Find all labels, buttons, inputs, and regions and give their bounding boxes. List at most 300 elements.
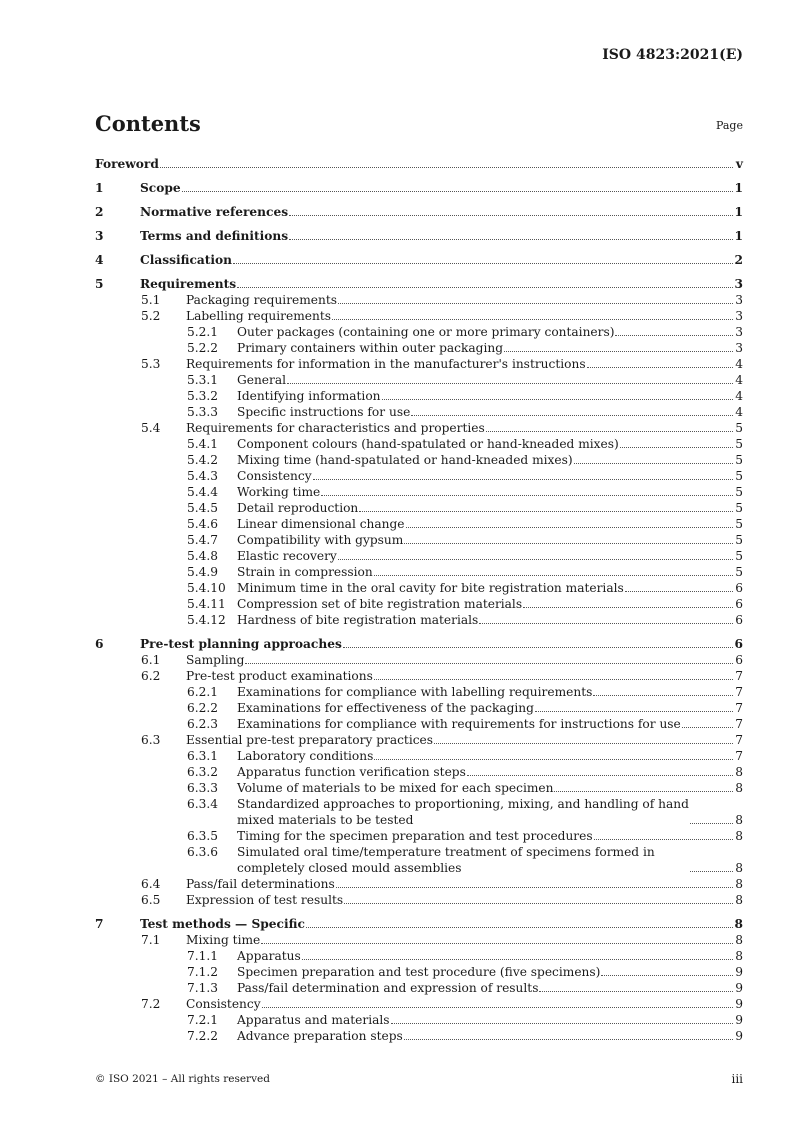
- toc-entry[interactable]: [95, 796, 743, 828]
- toc-entry-title: Timing for the specimen preparation and test procedures: [237, 829, 593, 843]
- toc-entry[interactable]: [95, 500, 743, 516]
- toc-entry-body: [237, 948, 743, 964]
- toc-entry-body: [140, 228, 743, 244]
- toc-entry-number: 2: [95, 205, 104, 219]
- dot-leader: [233, 262, 733, 264]
- copyright-notice: © ISO 2021 – All rights reserved: [95, 1073, 270, 1085]
- toc-entry-title: Hardness of bite registration materials: [237, 613, 479, 627]
- toc-entry-title: Expression of test results: [186, 893, 344, 907]
- toc-entry-page: 9: [735, 997, 743, 1011]
- toc-entry-number: 7: [95, 917, 104, 931]
- toc-entry-number: 5.4.1: [187, 437, 219, 451]
- toc-entry-body: [237, 388, 743, 404]
- toc-entry-body: [186, 668, 743, 684]
- toc-entry-title: Simulated oral time/temperature treatment of specimens formed in completely closed mould assemblies: [237, 845, 655, 875]
- toc-entry-body: [186, 652, 743, 668]
- toc-entry-body: [186, 892, 743, 908]
- toc-entry-page: 5: [735, 565, 743, 579]
- toc-entry-number: 5.3.2: [187, 389, 219, 403]
- toc-entry-number: 7.2.2: [187, 1029, 219, 1043]
- dot-leader: [411, 414, 733, 416]
- section-gap: [95, 268, 743, 276]
- toc-entry-number: 5.2: [141, 309, 161, 323]
- dot-leader: [486, 430, 733, 432]
- toc-entry-number: 5.4.2: [187, 453, 219, 467]
- dot-leader: [343, 646, 733, 648]
- toc-entry-body: [237, 452, 743, 468]
- toc-entry-body: [237, 716, 743, 732]
- toc-entry[interactable]: [95, 436, 743, 452]
- toc-entry-body: [237, 484, 743, 500]
- toc-entry-number: 5.4.7: [187, 533, 219, 547]
- toc-entry-body: [237, 580, 743, 596]
- toc-entry-title: Pass/fail determination and expression of results: [237, 981, 539, 995]
- toc-entry[interactable]: [95, 324, 743, 340]
- toc-entry-page: 9: [735, 1013, 743, 1027]
- toc-entry-title: Consistency: [237, 469, 312, 483]
- toc-entry-number: 5.4.4: [187, 485, 219, 499]
- toc-entry-page: 8: [734, 917, 743, 931]
- toc-entry-number: 6.4: [141, 877, 161, 891]
- toc-entry-page: 6: [735, 653, 743, 667]
- dot-leader: [479, 622, 733, 624]
- toc-entry[interactable]: [95, 420, 743, 436]
- toc-entry-number: 5.2.2: [187, 341, 219, 355]
- toc-entry-title: Mixing time: [186, 933, 261, 947]
- toc-entry-page: 9: [735, 981, 743, 995]
- toc-entry[interactable]: [95, 612, 743, 628]
- toc-entry[interactable]: [95, 780, 743, 796]
- toc-entry-title: Outer packages (containing one or more primary containers): [237, 325, 615, 339]
- toc-entry-title: Laboratory conditions: [237, 749, 374, 763]
- toc-entry[interactable]: [95, 844, 743, 876]
- page-number: iii: [731, 1072, 743, 1086]
- section-gap: [95, 196, 743, 204]
- dot-leader: [359, 510, 733, 512]
- toc-entry-page: 5: [735, 421, 743, 435]
- dot-leader: [245, 662, 733, 664]
- toc-entry-page: 6: [734, 637, 743, 651]
- toc-entry-number: 5.4.6: [187, 517, 219, 531]
- toc-entry-number: 6.3.6: [187, 845, 219, 859]
- toc-entry-number: 5.3.3: [187, 405, 219, 419]
- dot-leader: [313, 478, 733, 480]
- toc-entry[interactable]: [95, 452, 743, 468]
- toc-entry[interactable]: [95, 308, 743, 324]
- toc-entry[interactable]: [95, 964, 743, 980]
- toc-entry-title: Advance preparation steps: [237, 1029, 403, 1043]
- table-of-contents: [95, 156, 743, 1044]
- toc-entry-number: 5.2.1: [187, 325, 219, 339]
- toc-entry-body: [237, 844, 743, 876]
- toc-entry-body: [186, 932, 743, 948]
- page-column-label: Page: [715, 119, 743, 132]
- toc-entry-page: 6: [735, 613, 743, 627]
- section-gap: [95, 244, 743, 252]
- toc-entry-body: [237, 500, 743, 516]
- toc-entry-page: 5: [735, 485, 743, 499]
- toc-entry-body: [140, 180, 743, 196]
- toc-entry-title: Standardized approaches to proportioning, mixing, and handling of hand mixed materials to be tested: [237, 797, 689, 827]
- toc-entry-page: 7: [735, 749, 743, 763]
- dot-leader: [160, 166, 733, 168]
- toc-entry-number: 5.4.11: [187, 597, 226, 611]
- toc-entry[interactable]: [95, 180, 743, 196]
- toc-entry-page: 3: [735, 325, 743, 339]
- toc-entry-number: 7.2.1: [187, 1013, 219, 1027]
- section-gap: [95, 628, 743, 636]
- toc-entry-title: Pass/fail determinations: [186, 877, 335, 891]
- toc-entry-number: 5.4.3: [187, 469, 219, 483]
- toc-entry[interactable]: [95, 292, 743, 308]
- toc-entry-title: Compatibility with gypsum: [237, 533, 404, 547]
- section-gap: [95, 908, 743, 916]
- dot-leader: [374, 678, 733, 680]
- toc-entry-title: Mixing time (hand-spatulated or hand-kneaded mixes): [237, 453, 573, 467]
- toc-entry-page: 4: [735, 373, 743, 387]
- toc-entry-title: Requirements for information in the manufacturer's instructions: [186, 357, 586, 371]
- toc-entry-number: 5.4: [141, 421, 161, 435]
- toc-entry-number: 5: [95, 277, 104, 291]
- toc-entry-number: 3: [95, 229, 104, 243]
- dot-leader: [593, 694, 733, 696]
- toc-entry-title: Pre-test planning approaches: [140, 637, 342, 651]
- dot-leader: [404, 1038, 733, 1040]
- toc-entry[interactable]: [95, 1012, 743, 1028]
- toc-entry-body: [237, 468, 743, 484]
- toc-entry-page: 4: [735, 389, 743, 403]
- toc-entry-page: 3: [734, 277, 743, 291]
- toc-entry[interactable]: [95, 652, 743, 668]
- toc-entry-title: Essential pre-test preparatory practices: [186, 733, 434, 747]
- dot-leader: [404, 542, 733, 544]
- toc-entry-body: [186, 996, 743, 1012]
- toc-entry-page: 5: [735, 469, 743, 483]
- toc-entry-number: 5.3.1: [187, 373, 219, 387]
- toc-entry[interactable]: [95, 876, 743, 892]
- toc-entry-page: 8: [735, 933, 743, 947]
- toc-entry-number: 5.4.9: [187, 565, 219, 579]
- toc-entry-number: 6.3.1: [187, 749, 219, 763]
- toc-entry-title: Minimum time in the oral cavity for bite registration materials: [237, 581, 624, 595]
- toc-entry-number: 6.3.4: [187, 797, 219, 811]
- dot-leader: [338, 302, 733, 304]
- toc-entry-page: 8: [735, 765, 743, 779]
- toc-entry-body: [186, 292, 743, 308]
- toc-entry-body: [237, 796, 743, 828]
- toc-entry-page: 4: [735, 357, 743, 371]
- toc-entry-body: [237, 404, 743, 420]
- toc-entry[interactable]: [95, 828, 743, 844]
- dot-leader: [535, 710, 733, 712]
- toc-entry-page: 5: [735, 533, 743, 547]
- toc-entry[interactable]: [95, 668, 743, 684]
- toc-entry-number: 5.1: [141, 293, 161, 307]
- toc-entry-title: Identifying information: [237, 389, 381, 403]
- dot-leader: [382, 398, 733, 400]
- toc-entry-body: [237, 516, 743, 532]
- toc-entry-body: [237, 1028, 743, 1044]
- toc-entry-number: 6.5: [141, 893, 161, 907]
- toc-entry-title: Working time: [237, 485, 321, 499]
- toc-entry-page: v: [735, 157, 743, 171]
- toc-entry[interactable]: [95, 276, 743, 292]
- section-gap: [95, 220, 743, 228]
- section-gap: [95, 172, 743, 180]
- toc-entry-title: Examinations for effectiveness of the packaging: [237, 701, 534, 715]
- dot-leader: [467, 774, 733, 776]
- toc-entry[interactable]: [95, 932, 743, 948]
- toc-entry[interactable]: [95, 228, 743, 244]
- dot-leader: [262, 1006, 733, 1008]
- toc-entry-page: 8: [735, 813, 743, 827]
- dot-leader: [620, 446, 733, 448]
- toc-entry-page: 7: [735, 701, 743, 715]
- dot-leader: [336, 886, 733, 888]
- dot-leader: [682, 726, 733, 728]
- toc-entry-page: 4: [735, 405, 743, 419]
- toc-entry[interactable]: [95, 484, 743, 500]
- toc-entry-number: 6.2: [141, 669, 161, 683]
- toc-entry-number: 4: [95, 253, 104, 267]
- toc-entry-title: Packaging requirements: [186, 293, 338, 307]
- toc-entry-page: 6: [735, 597, 743, 611]
- toc-entry-page: 8: [735, 949, 743, 963]
- toc-entry-number: 6.2.2: [187, 701, 219, 715]
- toc-entry-page: 5: [735, 437, 743, 451]
- page-title: Contents: [95, 111, 201, 136]
- toc-entry-title: Terms and definitions: [140, 229, 289, 243]
- toc-entry-body: [237, 684, 743, 700]
- toc-entry-number: 6.2.1: [187, 685, 219, 699]
- toc-entry-body: [237, 964, 743, 980]
- toc-entry-number: 6.3.3: [187, 781, 219, 795]
- toc-entry-body: [237, 828, 743, 844]
- dot-leader: [287, 382, 733, 384]
- dot-leader: [523, 606, 733, 608]
- toc-entry-number: 6: [95, 637, 104, 651]
- toc-entry-title: Examinations for compliance with labelling requirements: [237, 685, 593, 699]
- dot-leader: [504, 350, 733, 352]
- toc-entry-body: [186, 732, 743, 748]
- toc-entry[interactable]: [95, 156, 743, 172]
- toc-entry-title: Pre-test product examinations: [186, 669, 373, 683]
- toc-entry-title: Examinations for compliance with requirements for instructions for use: [237, 717, 681, 731]
- dot-leader: [289, 214, 732, 216]
- toc-entry-title: Compression set of bite registration materials: [237, 597, 523, 611]
- dot-leader: [302, 958, 733, 960]
- toc-entry-body: [186, 356, 743, 372]
- toc-entry-title: Primary containers within outer packaging: [237, 341, 504, 355]
- toc-entry-page: 3: [735, 341, 743, 355]
- toc-entry-page: 1: [734, 205, 743, 219]
- dot-leader: [587, 366, 733, 368]
- toc-entry-title: General: [237, 373, 286, 387]
- toc-entry[interactable]: [95, 748, 743, 764]
- dot-leader: [261, 942, 733, 944]
- toc-entry-number: 5.4.10: [187, 581, 226, 595]
- toc-entry-title: Labelling requirements: [186, 309, 331, 323]
- dot-leader: [539, 990, 733, 992]
- toc-entry-body: [237, 700, 743, 716]
- toc-entry-title: Classification: [140, 253, 233, 267]
- toc-entry-body: [237, 780, 743, 796]
- toc-entry-page: 5: [735, 517, 743, 531]
- toc-entry-body: [237, 748, 743, 764]
- toc-entry[interactable]: [95, 580, 743, 596]
- toc-entry-body: [237, 564, 743, 580]
- toc-entry-page: 5: [735, 501, 743, 515]
- toc-entry-page: 8: [735, 893, 743, 907]
- dot-leader: [306, 926, 733, 928]
- toc-entry-number: 5.4.12: [187, 613, 226, 627]
- toc-entry-body: [140, 204, 743, 220]
- toc-entry[interactable]: [95, 636, 743, 652]
- toc-entry[interactable]: [95, 732, 743, 748]
- toc-entry-page: 7: [735, 685, 743, 699]
- toc-entry-title: Consistency: [186, 997, 261, 1011]
- toc-entry-page: 8: [735, 829, 743, 843]
- toc-entry-title: Detail reproduction: [237, 501, 359, 515]
- toc-entry[interactable]: [95, 700, 743, 716]
- toc-entry[interactable]: [95, 372, 743, 388]
- toc-entry-page: 2: [734, 253, 743, 267]
- toc-entry-title: Specimen preparation and test procedure (five specimens): [237, 965, 601, 979]
- dot-leader: [344, 902, 733, 904]
- toc-entry[interactable]: [95, 340, 743, 356]
- toc-entry-number: 5.4.5: [187, 501, 219, 515]
- dot-leader: [391, 1022, 733, 1024]
- dot-leader: [594, 838, 733, 840]
- toc-entry-number: 5.3: [141, 357, 161, 371]
- toc-entry-number: 6.1: [141, 653, 161, 667]
- toc-entry-number: 7.1.1: [187, 949, 219, 963]
- toc-entry-title: Linear dimensional change: [237, 517, 405, 531]
- toc-entry-number: 6.3.2: [187, 765, 219, 779]
- dot-leader: [615, 334, 733, 336]
- toc-entry-body: [237, 764, 743, 780]
- toc-entry-body: [186, 308, 743, 324]
- toc-entry-page: 1: [734, 181, 743, 195]
- toc-entry-title: Requirements for characteristics and properties: [186, 421, 485, 435]
- toc-entry-title: Sampling: [186, 653, 245, 667]
- dot-leader: [237, 286, 732, 288]
- toc-entry-title: Apparatus function verification steps: [237, 765, 466, 779]
- toc-entry-body: [237, 596, 743, 612]
- toc-entry-title: Requirements: [140, 277, 237, 291]
- toc-entry-body: [237, 980, 743, 996]
- toc-entry-body: [237, 612, 743, 628]
- toc-entry-page: 1: [734, 229, 743, 243]
- toc-entry-number: 6.2.3: [187, 717, 219, 731]
- toc-entry-title: Volume of materials to be mixed for each specimen: [237, 781, 554, 795]
- toc-entry[interactable]: [95, 996, 743, 1012]
- toc-entry[interactable]: [95, 204, 743, 220]
- toc-entry-body: [237, 1012, 743, 1028]
- toc-entry-title: Foreword: [95, 157, 159, 171]
- toc-entry[interactable]: [95, 980, 743, 996]
- toc-entry-title: Apparatus and materials: [237, 1013, 390, 1027]
- toc-entry[interactable]: [95, 916, 743, 932]
- toc-entry-number: 6.3: [141, 733, 161, 747]
- toc-entry-page: 7: [735, 733, 743, 747]
- toc-entry-body: [237, 436, 743, 452]
- toc-entry[interactable]: [95, 548, 743, 564]
- toc-entry[interactable]: [95, 356, 743, 372]
- toc-entry-page: 8: [735, 781, 743, 795]
- toc-entry-body: [95, 156, 743, 172]
- toc-entry[interactable]: [95, 684, 743, 700]
- toc-entry[interactable]: [95, 532, 743, 548]
- dot-leader: [690, 870, 733, 872]
- toc-entry[interactable]: [95, 516, 743, 532]
- dot-leader: [374, 574, 733, 576]
- dot-leader: [554, 790, 733, 792]
- toc-entry[interactable]: [95, 404, 743, 420]
- toc-entry[interactable]: [95, 388, 743, 404]
- toc-entry-title: Apparatus: [237, 949, 301, 963]
- dot-leader: [338, 558, 733, 560]
- toc-entry-page: 7: [735, 669, 743, 683]
- toc-entry-body: [140, 636, 743, 652]
- toc-entry[interactable]: [95, 596, 743, 612]
- toc-entry-body: [237, 532, 743, 548]
- toc-entry[interactable]: [95, 1028, 743, 1044]
- dot-leader: [434, 742, 733, 744]
- toc-entry-page: 5: [735, 549, 743, 563]
- toc-entry[interactable]: [95, 948, 743, 964]
- toc-entry-page: 8: [735, 877, 743, 891]
- toc-entry[interactable]: [95, 716, 743, 732]
- dot-leader: [625, 590, 733, 592]
- toc-entry-number: 7.1.2: [187, 965, 219, 979]
- toc-entry-title: Strain in compression: [237, 565, 373, 579]
- toc-entry-number: 6.3.5: [187, 829, 219, 843]
- dot-leader: [601, 974, 733, 976]
- toc-entry[interactable]: [95, 764, 743, 780]
- toc-entry[interactable]: [95, 564, 743, 580]
- dot-leader: [182, 190, 733, 192]
- toc-entry-body: [237, 340, 743, 356]
- toc-entry-page: 3: [735, 309, 743, 323]
- toc-entry-page: 8: [735, 861, 743, 875]
- toc-entry-title: Component colours (hand-spatulated or hand-kneaded mixes): [237, 437, 619, 451]
- toc-entry-number: 1: [95, 181, 104, 195]
- toc-entry-number: 7.1.3: [187, 981, 219, 995]
- toc-entry-number: 7.2: [141, 997, 161, 1011]
- document-id: ISO 4823:2021(E): [602, 47, 743, 63]
- toc-entry-body: [140, 916, 743, 932]
- toc-entry-body: [186, 420, 743, 436]
- toc-entry[interactable]: [95, 468, 743, 484]
- toc-entry-number: 7.1: [141, 933, 161, 947]
- toc-entry-body: [186, 876, 743, 892]
- dot-leader: [321, 494, 733, 496]
- toc-entry-page: 9: [735, 1029, 743, 1043]
- toc-entry-body: [237, 548, 743, 564]
- toc-entry[interactable]: [95, 892, 743, 908]
- contents-heading: [95, 111, 743, 139]
- toc-entry[interactable]: [95, 252, 743, 268]
- dot-leader: [374, 758, 733, 760]
- dot-leader: [406, 526, 733, 528]
- dot-leader: [690, 822, 733, 824]
- toc-entry-body: [237, 324, 743, 340]
- toc-entry-page: 7: [735, 717, 743, 731]
- toc-entry-page: 5: [735, 453, 743, 467]
- toc-entry-body: [237, 372, 743, 388]
- toc-entry-body: [140, 276, 743, 292]
